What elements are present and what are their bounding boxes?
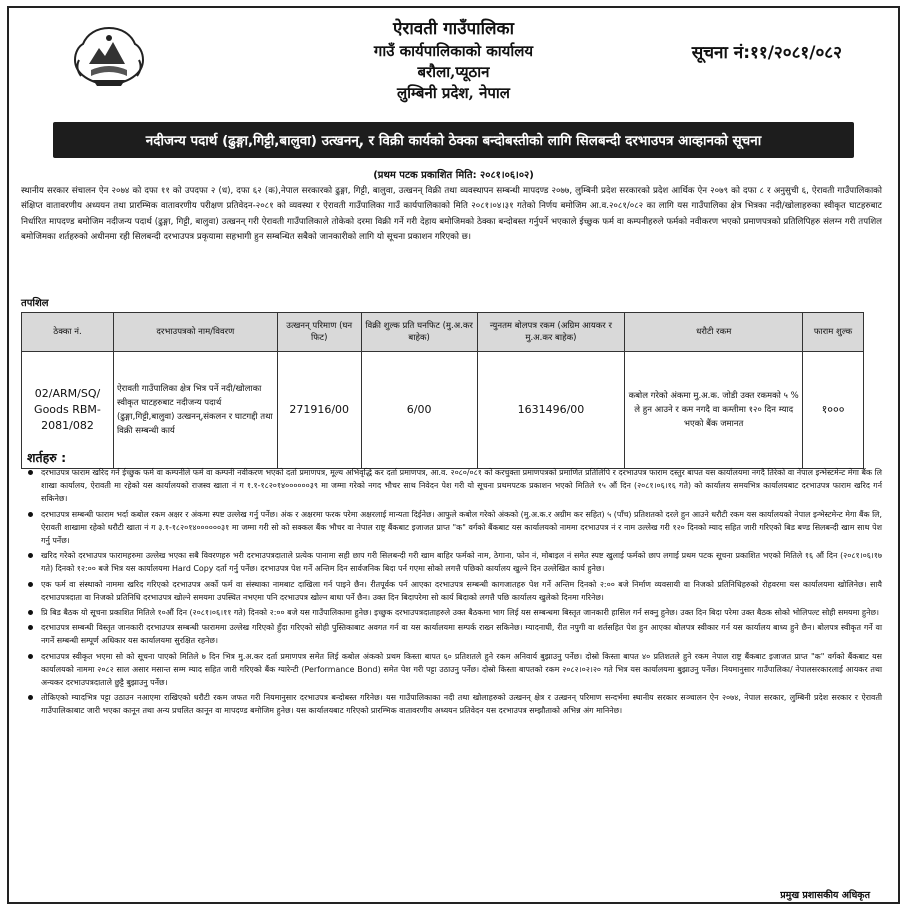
- bullet-icon: [28, 625, 33, 630]
- term-text: एक फर्म वा संस्थाको नाममा खरिद गरिएको दरभाउपत्र अर्को फर्म वा संस्थाका नामबाट दाखिला गर्न पाइने छैन। रीतपूर्वक पर्न आएका दरभाउपत्र सम्बन्धी कागजातहरु पेश गर्ने अन्तिम दिनको २:०० बजे निर्माण व्यवसायी वा निजको प्रतिनिधिहरुको रोहवरमा यस कार्यालयमा खोलिनेछ। सायै दरभाउपत्रदाता वा निजको प्रतिनिधि दरभाउपत्र खोल्ने समयमा उपस्थित नभएमा पनि दरभाउपत्र खोल्न बाधा पर्ने छैन। उक्त दिन बिदापरेमा सो कार्य बिदाको लगत्तै पछि कार्यालय खुलेको दिनमा गरिनेछ।: [41, 579, 882, 602]
- bullet-icon: [28, 553, 33, 558]
- notice-title-banner: नदीजन्य पदार्थ (ढुङ्गा,गिट्टी,बालुवा) उत्खनन्, र विक्री कार्यको ठेक्का बन्दोबस्तीको लागि सिलबन्दी दरभाउपत्र आव्हानको सूचना: [53, 122, 854, 158]
- col-rate: विक्री शुल्क प्रति घनफिट (मु.अ.कर बाहेक): [361, 313, 477, 352]
- province-country: लुम्बिनी प्रदेश, नेपाल: [397, 84, 510, 102]
- col-form-fee: फाराम शुल्क: [803, 313, 864, 352]
- schedule-table: [21, 312, 864, 469]
- schedule-label: तपशिल: [21, 298, 49, 309]
- cell-rate: 6/00: [361, 352, 477, 469]
- term-text: दरभाउपत्र स्वीकृत भएमा सो को सूचना पाएको मितिले ७ दिन भित्र मु.अ.कर दर्ता प्रमाणपत्र समेत लिई कबोल अंकको प्रथम किस्ता बापत ६० प्रतिशतले हुने रकम अनिवार्य बुझाउनु पर्नेछ। दोस्रो किस्ता बापत ४० प्रतिशतले हुने रकम नेपाल राष्ट्र बैंकबाट इजाजत प्राप्त "क" वर्गको बैंकबाट यस कार्यालयको नाममा २०८२ साल असार मसान्त सम्म म्याद सहित जारी गरिएको बैंक ग्यारेन्टी (Performance Bond) समेत पेश गरी पट्टा उठाउनु पर्नेछ। दोस्रो किस्ता बापतको रकम २०८२।०२।२० गते भित्र यस कार्यालयमा बुझाउनु पर्नेछ। नियमानुसार गाउँपालिका/ नेपालसरकारलाई आयकर तथा अन्यकर दरभाउपत्रदाताले छुट्टै बुझाउनु पर्नेछ।: [41, 651, 882, 688]
- term-item: [23, 466, 882, 506]
- term-item: [23, 606, 882, 619]
- terms-heading: शर्तहरु :: [27, 450, 67, 465]
- term-text: तोकिएको म्यादभित्र पट्टा उठाउन नआएमा राखिएको धरौटी रकम जफत गरी नियमानुसार दरभाउपत्र बन्दोबस्त गरिनेछ। यस गाउँपालिकाका नदी तथा खोलाहरुको उत्खनन् क्षेत्र र उत्खनन् परिमाण सन्दर्भमा स्थानीय सरकार सञ्चालन ऐन २०७४, नेपाल सरकार, लुम्बिनी प्रदेश सरकार र ऐरावती गाउँपालिकाबाट जारी भएका कानून तथा अन्य प्रचलित कानून वा मापदण्ड बमोजिम हुनेछ। यस कार्यालयबाट गरिएको प्रारम्भिक वातावरणीय अध्ययन प्रतिवेदन यस दरभाउपत्र सम्झौताको अभिन्न अंग मानिनेछ।: [41, 693, 882, 716]
- cell-min-bid: 1631496/00: [477, 352, 625, 469]
- term-text: प्रि बिड बैठक यो सूचना प्रकाशित मितिले १०औं दिन (२०८१।०६।११ गते) दिनको २:०० बजे यस गाउँपालिकामा हुनेछ। इच्छुक दरभाउपत्रदाताहरुले उक्त बैठकमा भाग लिई यस सम्बन्धमा बिस्तृत जानकारी हासिल गर्न सक्नु हुनेछ। उक्त दिन बिदा परेमा उक्त बैठक सोको भोलिपल्ट सोही समयमा हुनेछ।: [41, 608, 879, 618]
- notice-number: सूचना नं:११/२०८१/०८२: [691, 43, 842, 63]
- col-description: दरभाउपत्रको नाम/विवरण: [113, 313, 277, 352]
- bullet-icon: [28, 470, 33, 475]
- term-text: दरभाउपत्र सम्बन्धी फाराम भर्दा कबोल रकम अक्षर र अंकमा स्पष्ट उल्लेख गर्नु पर्नेछ। अंक र अक्षरमा फरक परेमा अक्षरलाई मान्यता दिईनेछ। आफुले कबोल गरेको अंकको (मु.अ.क.र अग्रीम कर सहित) ५ (पाँच) प्रतिशतको दरले हुन आउने धरौटी रकम यस कार्यालयको नेपाल इन्भेस्टमेन्ट मेगा बैंक लि, ऐरावती शाखामा रहेको धरौटी खाता नं ग ३.१-१८२०१४००००००३१ मा जम्मा गरी सो को सक्कल बैंक भौचर वा नेपाल राष्ट्र बैंकबाट इजाजत प्राप्त "क" वर्गको बैंकबाट यस कार्यालयको नाममा दरभाउपत्र नं र नाम उल्लेख गरी १२० दिनको म्याद सहित जारी गरिएको बिड बण्ड सिलबन्दी खाम साथ पेश गर्नु पर्नेछ।: [41, 509, 882, 546]
- terms-list: [23, 466, 882, 720]
- intro-paragraph: स्थानीय सरकार संचालन ऐन २०७४ को दफा ११ को उपदफा २ (ध), दफा ६२ (क),नेपाल सरकारको ढुङ्गा, गिट्टी, बालुवा, उत्खनन् विक्री तथा व्यवस्थापन सम्बन्धी मापदण्ड २०७७, लुम्बिनी प्रदेश सरकारको प्रदेश आर्थिक ऐन २०७९ को दफा ८ र अनुसुची ६, ऐरावती गाउँपालिकाको संक्षिप्त वातावरणीय अध्ययन तथा प्रारम्भिक वातावरणीय परीक्षण प्रतिवेदन-२०८१ को व्यवस्था र ऐरावती गाउँपालिका गाउँ कार्यपालिकाको मिति २०८१।०४।३१ गतेको निर्णय बमोजिम आ.व.२०८१/०८२ का लागि यस गाउँपालिका क्षेत्र भित्रका नदी/खोलाहरुका स्वीकृत घाटहरुबाट निर्धारित मापदण्ड बमोजिम नदीजन्य पदार्थ (ढुङ्गा, गिट्टी, बालुवा) उत्खनन् गरी ऐरावती गाउँपालिकाले तोकेको दरमा विक्री गर्ने गरी देहाय बमोजिमको ठेक्का बन्दोबस्त गर्नुपर्ने भएकाले ईच्छुक फर्म वा कम्पनीहरुले फर्मको नवीकरण भएको प्रमाणपत्रको प्रतिलिपिहरु संलग्न गरी तपशिल बमोजिमका शर्तहरुको अधीनमा रही सिलबन्दी दरभाउपत्र प्रकृयामा सहभागी हुन सम्बन्धित सबैको जानकारीको लागि यो सूचना प्रकाशन गरिएको छ।: [21, 186, 882, 243]
- table-header-row: [22, 313, 864, 352]
- col-deposit: धरौटी रकम: [625, 313, 803, 352]
- term-item: [23, 621, 882, 647]
- term-text: खरिद गरेको दरभाउपत्र फारामहरुमा उल्लेख भएका सबै विवरणहरु भरी दरभाउपत्रदाताले प्रत्येक पानामा सही छाप गरी सिलबन्दी गरी खाम बाहिर फर्मको नाम, ठेगाना, फोन नं, मोबाइल नं समेत स्पष्ट खुलाई फर्मको छाप लगाई प्रथम पटक सूचना प्रकाशित भएको मितिले १६ औं दिन (२०८१।०६।१७ गते) दिनको १२:०० बजे भित्र यस कार्यालयमा Hard Copy दर्ता गर्नु पर्नेछ। दरभाउपत्र पेश गर्ने अन्तिम दिन सार्वजनिक बिदा पर्न गएमा सोको लगत्तै पछिको कार्यालय खुल्ने दिन उल्लेखित कार्य हुनेछ।: [41, 551, 882, 574]
- cell-quantity: 271916/00: [277, 352, 361, 469]
- cell-deposit: कबोल गरेको अंकमा मु.अ.क. जोडी उक्त रकमको ५ % ले हुन आउने र कम नगदै वा कम्तीमा १२० दिन म्याद भएको बैंक जमानत: [625, 352, 803, 469]
- cell-contract-no: 02/ARM/SQ/ Goods RBM- 2081/082: [22, 352, 114, 469]
- term-text: दरभाउपत्र सम्बन्धी विस्तृत जानकारी दरभाउपत्र सम्बन्धी फाराममा उल्लेख गरिएको हुँदा गरिएको सोही पुस्तिकाबाट अवगत गर्न वा यस कार्यालयमा सम्पर्क राख्न सकिनेछ। म्यादनाघी, रीत नपुगी वा शर्तसहित पेश हुन आएका बोलपत्र स्वीकार गर्न यस कार्यालय बाध्य हुने छैन। बोलपत्र स्वीकृत गर्ने वा नगर्ने सम्बन्धी सम्पूर्ण अधिकार यस कार्यालयमा सुरक्षित रहनेछ।: [41, 623, 882, 646]
- office-address: बरौला,प्यूठान: [417, 63, 490, 81]
- signature-title: प्रमुख प्रशासकीय अधिकृत: [780, 890, 870, 901]
- notice-page: [7, 6, 900, 904]
- term-item: [23, 578, 882, 604]
- col-contract-no: ठेक्का नं.: [22, 313, 114, 352]
- table-row: [22, 352, 864, 469]
- office-name: गाउँ कार्यपालिकाको कार्यालय: [373, 42, 534, 60]
- term-text: दरभाउपत्र फाराम खरिद गर्न ईच्छुक फर्म वा कम्पनीले फर्म वा कम्पनी नवीकरण भएको दर्ता प्रमाणपत्र, मूल्य अभिवृद्धि कर दर्ता प्रमाणपत्र, आ.व. २०८०/०८१ को करचुक्ता प्रमाणपत्रको प्रमाणित प्रतिलिपि र दरभाउपत्र फाराम दस्तुर बापत यस कार्यालयमा नगदै तिरेको वा नेपाल इन्भेस्टमेन्ट मेगा बैंक लि शाखा कार्यालय, ऐरावती मा रहेको यस कार्यालयको राजस्व खाता नं ग १.१-१८२०१४००००००३९ मा जम्मा गरेको नगद भौचर साथ निवेदन पेश गरी यो सूचना प्रथमपटक प्रकाशन भएको मितिले १५ औं दिन (२०८१।०६।१६ गते) को कार्यालय समयभित्र कार्यालयबाट दरभाउपत्र फाराम खरिद गर्न सकिनेछ।: [41, 468, 882, 504]
- bullet-icon: [28, 654, 33, 659]
- cell-form-fee: १०००: [803, 352, 864, 469]
- term-item: [23, 508, 882, 548]
- bullet-icon: [28, 610, 33, 615]
- publication-date: (प्रथम पटक प्रकाशित मिति: २०८१।०६।०२): [373, 170, 534, 181]
- cell-description: ऐरावती गाउँपालिका क्षेत्र भित्र पर्ने नदी/खोलाका स्वीकृत घाटहरुबाट नदीजन्य पदार्थ (ढुङ्गा,गिट्टी,बालुवा) उत्खनन्,संकलन र घाटगद्दी तथा विक्री सम्बन्धी कार्य: [113, 352, 277, 469]
- bullet-icon: [28, 512, 33, 517]
- term-item: [23, 650, 882, 690]
- col-min-bid: न्युनतम बोलपत्र रकम (अग्रिम आयकर र मु.अ.कर बाहेक): [477, 313, 625, 352]
- municipality-name: ऐरावती गाउँपालिका: [393, 19, 514, 39]
- term-item: [23, 549, 882, 575]
- col-quantity: उत्खनन् परिमाण (घन फिट): [277, 313, 361, 352]
- term-item: [23, 691, 882, 717]
- bullet-icon: [28, 582, 33, 587]
- bullet-icon: [28, 695, 33, 700]
